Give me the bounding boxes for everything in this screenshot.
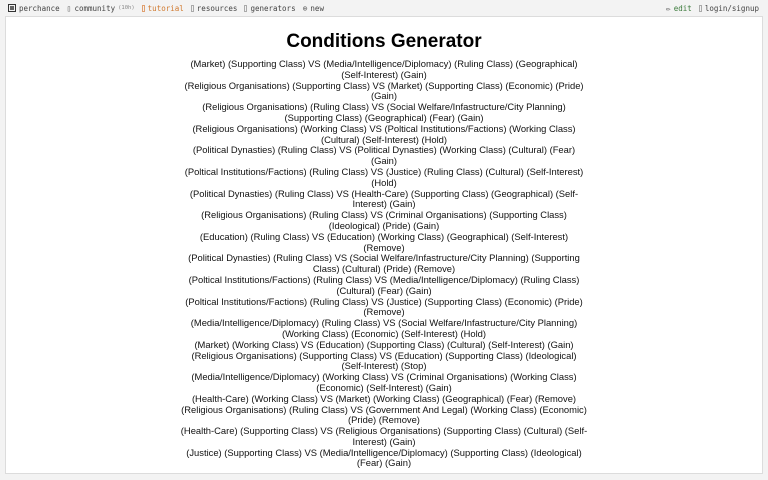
condition-line: (Religious Organisations) (Working Class) VS (Poltical Institutions/Factions) (Working Class) (Cultural) (Self-Interest) (Hold)	[192, 122, 576, 145]
top-nav-left	[0, 4, 324, 13]
condition-line: (Political Dynasties) (Ruling Class) VS (Political Dynasties) (Working Class) (Cultural) (Fear) (Gain)	[192, 144, 576, 167]
condition-line: (Justice) (Supporting Class) VS (Media/Intelligence/Diplomacy) (Supporting Class) (Ideological) (Fear) (Gain)	[186, 446, 582, 469]
nav-login-signup-label: login/signup	[704, 3, 759, 13]
condition-line: (Poltical Institutions/Factions) (Ruling Class) VS (Justice) (Ruling Class) (Cultural) (Self-Interest) (Hold)	[184, 165, 584, 188]
user-icon	[699, 5, 702, 12]
nav-new[interactable]	[303, 4, 324, 13]
condition-line: (Religious Organisations) (Ruling Class) VS (Criminal Organisations) (Supporting Class) (Ideological) (Pride) (Gain)	[201, 209, 567, 231]
chat-icon: ▯	[66, 3, 72, 13]
pencil-icon: ✏	[665, 3, 671, 13]
condition-line: (Market) (Working Class) VS (Education) (Supporting Class) (Cultural) (Self-Interest) (Gain)	[194, 338, 574, 350]
condition-line: (Political Dynasties) (Ruling Class) VS (Health-Care) (Supporting Class) (Geographical) (Self-Interest) (Gain)	[189, 187, 579, 210]
nav-login-signup[interactable]	[699, 4, 759, 13]
condition-line: (Media/Intelligence/Diplomacy) (Ruling Class) VS (Social Welfare/Infastructure/City Planning) (Working Class) (Economic) (Self-Interest) (Hold)	[190, 317, 578, 339]
nav-tutorial[interactable]	[142, 4, 184, 13]
page-title: Conditions Generator	[286, 31, 482, 52]
condition-line: (Market) (Supporting Class) VS (Media/Intelligence/Diplomacy) (Ruling Class) (Geographical) (Self-Interest) (Gain)	[190, 58, 578, 80]
generator-output-panel	[5, 16, 763, 474]
dice-icon	[8, 4, 16, 12]
condition-line: (Education) (Ruling Class) VS (Education) (Working Class) (Geographical) (Self-Interest) (Remove)	[199, 230, 569, 253]
condition-line: (Poltical Institutions/Factions) (Ruling Class) VS (Justice) (Supporting Class) (Economic) (Pride) (Remove)	[185, 295, 583, 318]
nav-resources[interactable]	[191, 4, 238, 13]
condition-line: (Political Dynasties) (Ruling Class) VS (Social Welfare/Infastructure/City Planning) (Supporting Class) (Cultural) (Pride) (Remove)	[188, 252, 580, 275]
nav-perchance-label: perchance	[19, 3, 60, 13]
condition-line: (Religious Organisations) (Supporting Class) VS (Education) (Supporting Class) (Ideological) (Self-Interest) (Stop)	[191, 349, 577, 372]
plus-circle-icon: ⊕	[302, 3, 308, 13]
nav-resources-label: resources	[196, 3, 238, 13]
condition-line: (Health-Care) (Supporting Class) VS (Religious Organisations) (Supporting Class) (Cultural) (Self-Interest) (Gain)	[180, 425, 588, 447]
nav-generators-label: generators	[250, 3, 296, 13]
generated-conditions-list	[179, 59, 589, 469]
book-icon	[191, 5, 194, 12]
condition-line: (Health-Care) (Working Class) VS (Market) (Working Class) (Geographical) (Fear) (Remove)	[191, 392, 577, 404]
top-nav-bar	[0, 0, 768, 16]
nav-new-label: new	[310, 3, 324, 13]
top-nav-right	[666, 4, 768, 13]
list-icon	[244, 5, 247, 12]
condition-line: (Media/Intelligence/Diplomacy) (Working Class) VS (Criminal Organisations) (Working Class) (Economic) (Self-Interest) (Gain)	[191, 371, 577, 393]
book-icon	[142, 5, 145, 12]
condition-line: (Religious Organisations) (Ruling Class) VS (Government And Legal) (Working Class) (Economic) (Pride) (Remove)	[181, 403, 587, 426]
nav-perchance[interactable]	[8, 4, 60, 13]
condition-line: (Religious Organisations) (Supporting Class) VS (Market) (Supporting Class) (Economic) (Pride) (Gain)	[184, 79, 584, 102]
nav-generators[interactable]	[244, 4, 295, 13]
nav-community-label: community	[74, 3, 116, 13]
condition-line: (Poltical Institutions/Factions) (Ruling Class) VS (Media/Intelligence/Diplomacy) (Ruling Class) (Cultural) (Fear) (Gain)	[188, 273, 580, 296]
community-activity-count: (10h)	[118, 5, 135, 11]
nav-edit[interactable]	[666, 4, 692, 13]
nav-tutorial-label: tutorial	[147, 3, 184, 13]
nav-edit-label: edit	[673, 3, 692, 13]
condition-line: (Religious Organisations) (Ruling Class) VS (Social Welfare/Infastructure/City Planning) (Supporting Class) (Geographical) (Fear) (Gain)	[202, 101, 566, 123]
nav-community[interactable]	[67, 4, 135, 13]
